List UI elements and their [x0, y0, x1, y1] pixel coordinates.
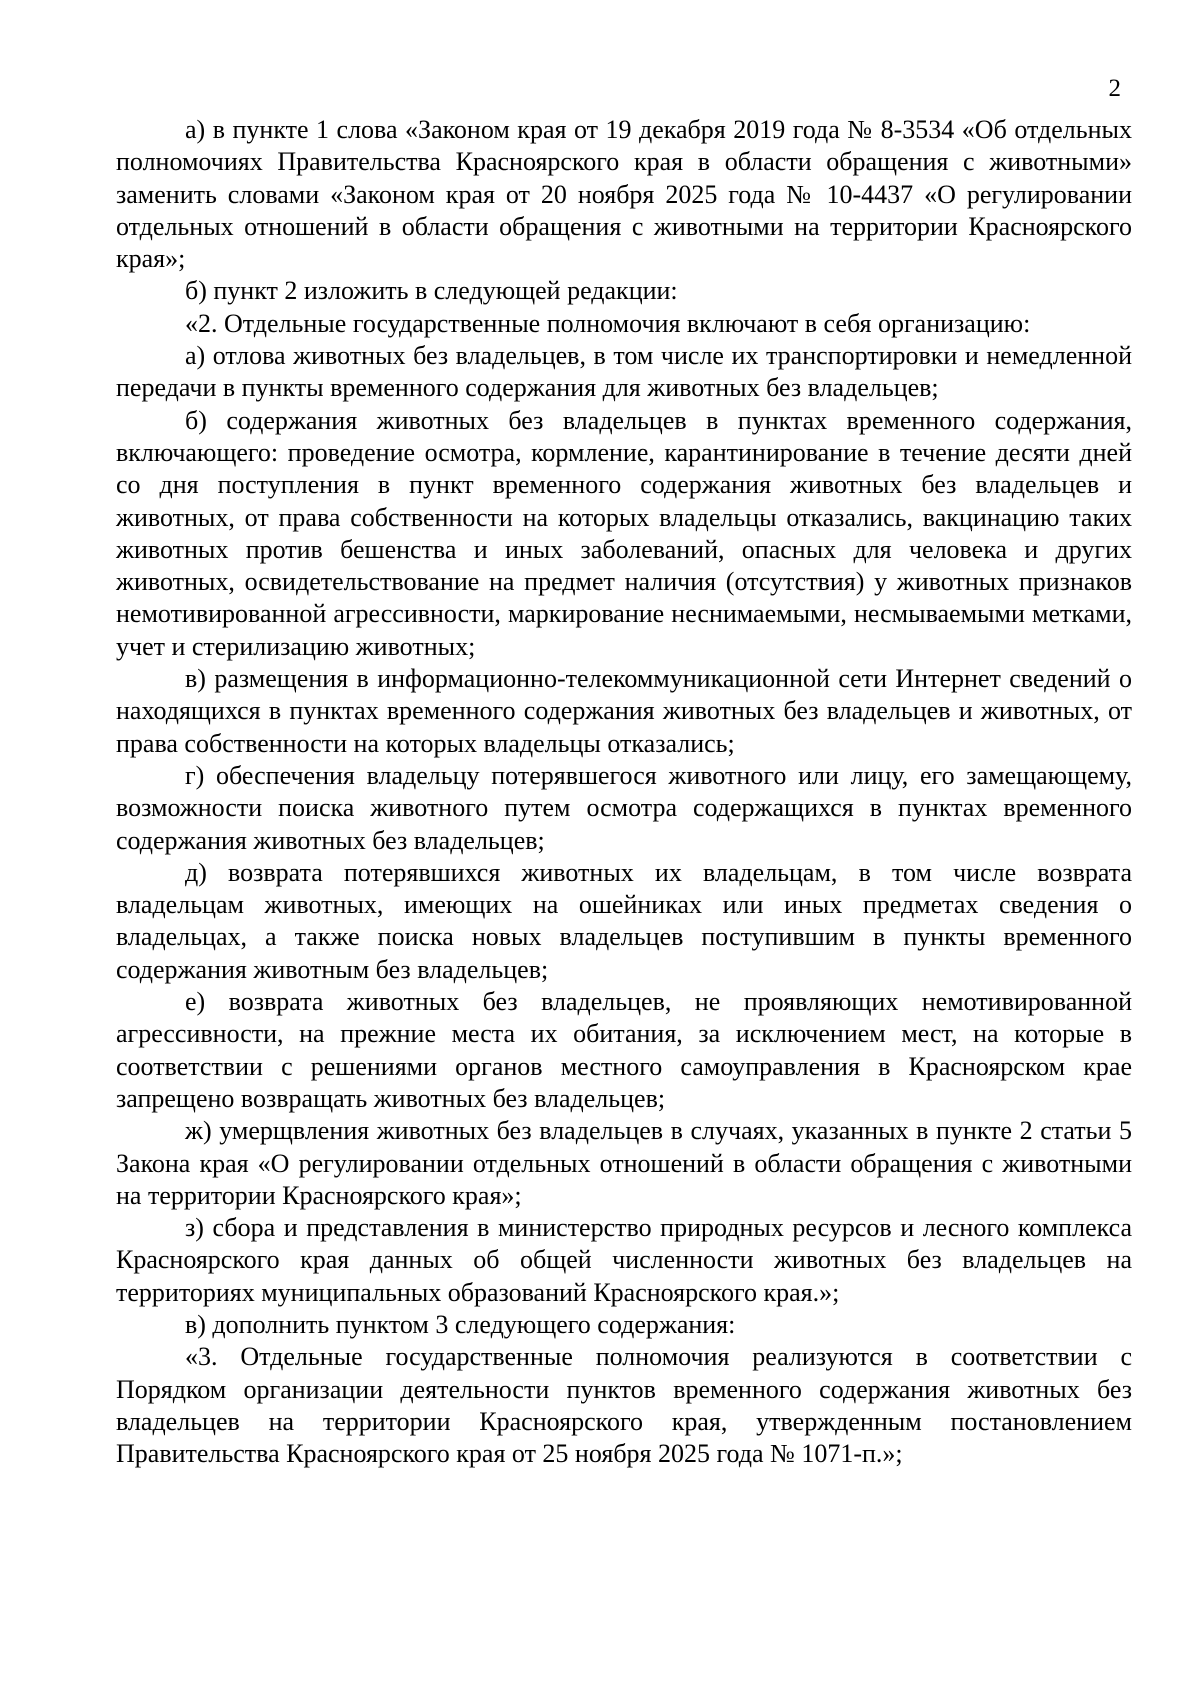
- document-body: [116, 114, 1132, 1470]
- paragraph-subitem-z: з) сбора и представления в министерство природных ресурсов и лесного комплекса Красноярского края данных об общей численности животных без владельцев на территориях муниципальных образований Красноярского края.»;: [116, 1213, 1132, 1307]
- paragraph-subitem-b: б) содержания животных без владельцев в пунктах временного содержания, включающего: проведение осмотра, кормление, карантинирование в течение десяти дней со дня поступления в пункт временного содержания животных без владельцев и животных, от права собственности на которых владельцы отказались, вакцинацию таких животных против бешенства и иных заболеваний, опасных для человека и других животных, освидетельствование на предмет наличия (отсутствия) у животных признаков немотивированной агрессивности, маркирование неснимаемыми, несмываемыми метками, учет и стерилизацию животных;: [116, 405, 1132, 661]
- paragraph-item-2-intro: «2. Отдельные государственные полномочия включают в себя организацию:: [185, 308, 1031, 338]
- paragraph-subitem-a: а) отлова животных без владельцев, в том числе их транспортировки и немедленной передачи в пункты временного содержания для животных без владельцев;: [116, 341, 1132, 403]
- paragraph-subitem-g: г) обеспечения владельцу потерявшегося животного или лицу, его замещающему, возможности поиска животного путем осмотра содержащихся в пунктах временного содержания животных без владельцев;: [116, 760, 1132, 855]
- page-number: 2: [1108, 75, 1121, 102]
- paragraph-subitem-v: в) размещения в информационно-телекоммуникационной сети Интернет сведений о находящихся в пунктах временного содержания животных без владельцев и животных, от права собственности на которых владельцы отказались;: [116, 664, 1132, 758]
- paragraph-item-3: «3. Отдельные государственные полномочия реализуются в соответствии с Порядком организации деятельности пунктов временного содержания животных без владельцев на территории Красноярского края, утвержденным постановлением Правительства Красноярского края от 25 ноября 2025 года № 1071-п.»;: [116, 1342, 1132, 1469]
- paragraph-amendment-v: в) дополнить пунктом 3 следующего содержания:: [185, 1309, 736, 1339]
- paragraph-subitem-e: е) возврата животных без владельцев, не проявляющих немотивированной агрессивности, на прежние места их обитания, за исключением мест, на которые в соответствии с решениями органов местного самоуправления в Красноярском крае запрещено возвращать животных без владельцев;: [116, 987, 1132, 1113]
- paragraph-amendment-a: а) в пункте 1 слова «Законом края от 19 декабря 2019 года № 8-3534 «Об отдельных полномочиях Правительства Красноярского края в области обращения с животными» заменить словами «Законом края от 20 ноября 2025 года № 10-4437 «О регулировании отдельных отношений в области обращения с животными на территории Красноярского края»;: [116, 115, 1132, 274]
- paragraph-subitem-d: д) возврата потерявшихся животных их владельцам, в том числе возврата владельцам животных, имеющих на ошейниках или иных предметах сведения о владельцах, а также поиска новых владельцев поступившим в пункты временного содержания животным без владельцев;: [116, 857, 1132, 984]
- paragraph-subitem-zh: ж) умерщвления животных без владельцев в случаях, указанных в пункте 2 статьи 5 Закона края «О регулировании отдельных отношений в области обращения с животными на территории Красноярского края»;: [116, 1116, 1132, 1210]
- paragraph-amendment-b: б) пункт 2 изложить в следующей редакции:: [185, 276, 678, 306]
